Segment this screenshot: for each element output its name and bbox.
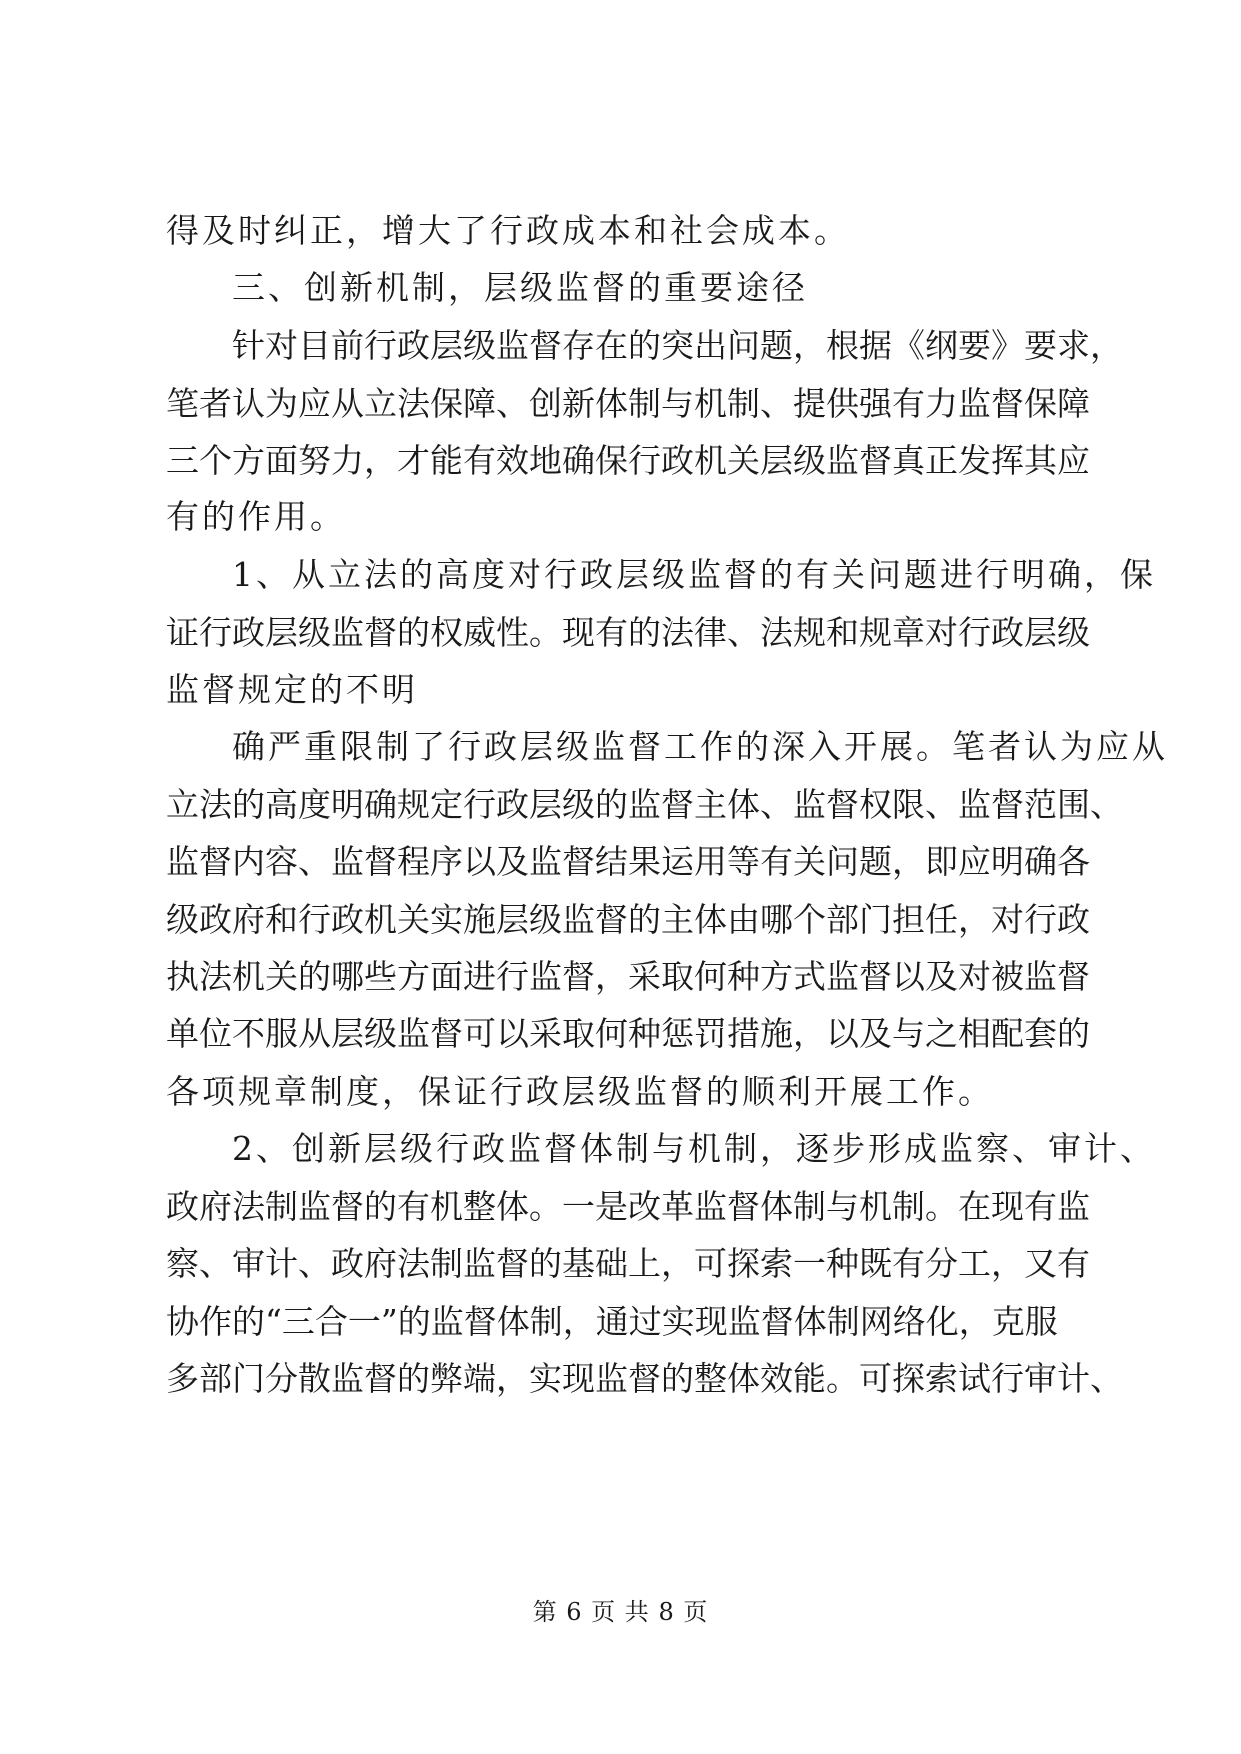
text-line: 察、审计、政府法制监督的基础上，可探索一种既有分工，又有 (166, 1244, 1090, 1283)
text-line: 1、从立法的高度对行政层级监督的有关问题进行明确，保 (232, 555, 1156, 594)
text-line: 协作的“三合一”的监督体制，通过实现监督体制网络化，克服 (166, 1302, 1058, 1341)
page-number-footer: 第 6 页 共 8 页 (532, 1598, 709, 1626)
text-line: 级政府和行政机关实施层级监督的主体由哪个部门担任，对行政 (166, 900, 1090, 939)
section-heading: 三、创新机制，层级监督的重要途径 (232, 268, 808, 307)
text-line: 监督规定的不明 (166, 670, 418, 709)
text-line: 立法的高度明确规定行政层级的监督主体、监督权限、监督范围、 (166, 785, 1123, 824)
text-line: 2、创新层级行政监督体制与机制，逐步形成监察、审计、 (232, 1129, 1156, 1168)
text-line: 各项规章制度，保证行政层级监督的顺利开展工作。 (166, 1072, 994, 1111)
text-line: 监督内容、监督程序以及监督结果运用等有关问题，即应明确各 (166, 842, 1090, 881)
text-line: 多部门分散监督的弊端，实现监督的整体效能。可探索试行审计、 (166, 1359, 1123, 1398)
text-line: 单位不服从层级监督可以采取何种惩罚措施，以及与之相配套的 (166, 1014, 1090, 1053)
text-line: 执法机关的哪些方面进行监督，采取何种方式监督以及对被监督 (166, 957, 1090, 996)
text-line: 确严重限制了行政层级监督工作的深入开展。笔者认为应从 (232, 727, 1168, 766)
text-line: 有的作用。 (166, 497, 346, 536)
text-line: 得及时纠正，增大了行政成本和社会成本。 (166, 211, 850, 250)
text-line: 笔者认为应从立法保障、创新体制与机制、提供强有力监督保障 (166, 384, 1090, 423)
text-line: 证行政层级监督的权威性。现有的法律、法规和规章对行政层级 (166, 613, 1090, 652)
text-line: 政府法制监督的有机整体。一是改革监督体制与机制。在现有监 (166, 1187, 1090, 1226)
text-line: 针对目前行政层级监督存在的突出问题，根据《纲要》要求， (232, 326, 1123, 365)
text-line: 三个方面努力，才能有效地确保行政机关层级监督真正发挥其应 (166, 441, 1090, 480)
